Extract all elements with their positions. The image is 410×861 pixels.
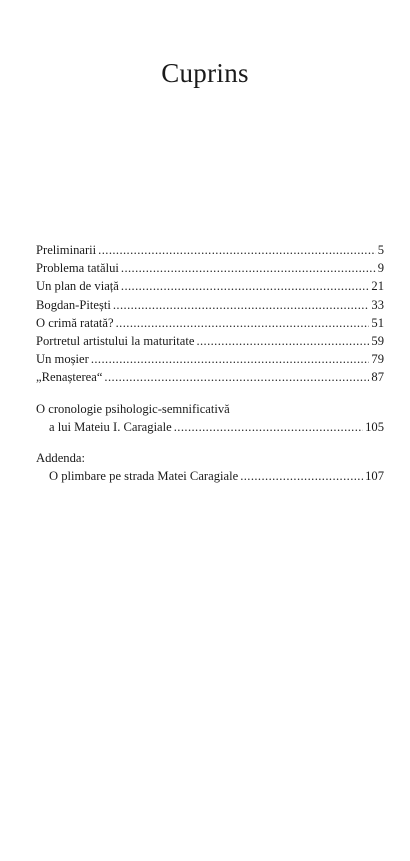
toc-entry-page: 79 [371, 352, 384, 367]
toc-entry-page: 59 [371, 333, 384, 348]
toc-entry-page: 107 [365, 469, 384, 484]
toc-entry[interactable] [36, 350, 384, 368]
dot-leader [174, 418, 363, 436]
dot-leader [240, 467, 363, 485]
addenda-heading: Addenda: [36, 450, 85, 465]
toc-entry-label: Un moșier [36, 352, 89, 367]
toc-entry-label: O crimă ratată? [36, 315, 114, 330]
toc-entry-page: 5 [377, 243, 384, 257]
toc-entry-page: 105 [365, 419, 384, 434]
toc-entry-page: 51 [371, 315, 384, 330]
toc-entry-label: Problema tatălui [36, 261, 119, 276]
toc-entry-page: 21 [371, 279, 384, 294]
toc-entry[interactable] [36, 296, 384, 314]
toc-entry[interactable] [36, 314, 384, 332]
page-title: Cuprins [161, 58, 249, 88]
table-of-contents [36, 241, 384, 485]
toc-entry-label: „Renașterea“ [36, 370, 103, 385]
dot-leader [196, 332, 369, 350]
toc-entry[interactable] [36, 259, 384, 277]
dot-leader [104, 368, 369, 386]
toc-entry-addenda[interactable] [36, 467, 384, 485]
toc-entry-chronology[interactable] [36, 418, 384, 436]
toc-entry-label: Bogdan-Pitești [36, 297, 111, 312]
toc-entry[interactable] [36, 368, 384, 386]
toc-entry-label: O plimbare pe strada Matei Caragiale [49, 469, 239, 484]
dot-leader [121, 277, 370, 295]
toc-entry[interactable] [36, 277, 384, 295]
dot-leader [116, 314, 370, 332]
toc-entry-label: a lui Mateiu I. Caragiale [49, 419, 172, 434]
dot-leader [121, 259, 376, 277]
toc-entry[interactable] [36, 332, 384, 350]
dot-leader [113, 296, 370, 314]
toc-entry[interactable] [36, 241, 384, 259]
toc-entry-page: 33 [371, 297, 384, 312]
toc-entry-label: Preliminarii [36, 243, 97, 257]
dot-leader [91, 350, 370, 368]
toc-entry-page: 87 [371, 370, 384, 385]
toc-entry-label: Un plan de viață [36, 279, 119, 294]
toc-entry-page: 9 [377, 261, 384, 276]
section-spacer [36, 436, 384, 449]
section-spacer [36, 387, 384, 400]
toc-entry-label: Portretul artistului la maturitate [36, 333, 195, 348]
chronology-title: O cronologie psihologic-semnificativă [36, 401, 230, 416]
dot-leader [98, 241, 376, 259]
